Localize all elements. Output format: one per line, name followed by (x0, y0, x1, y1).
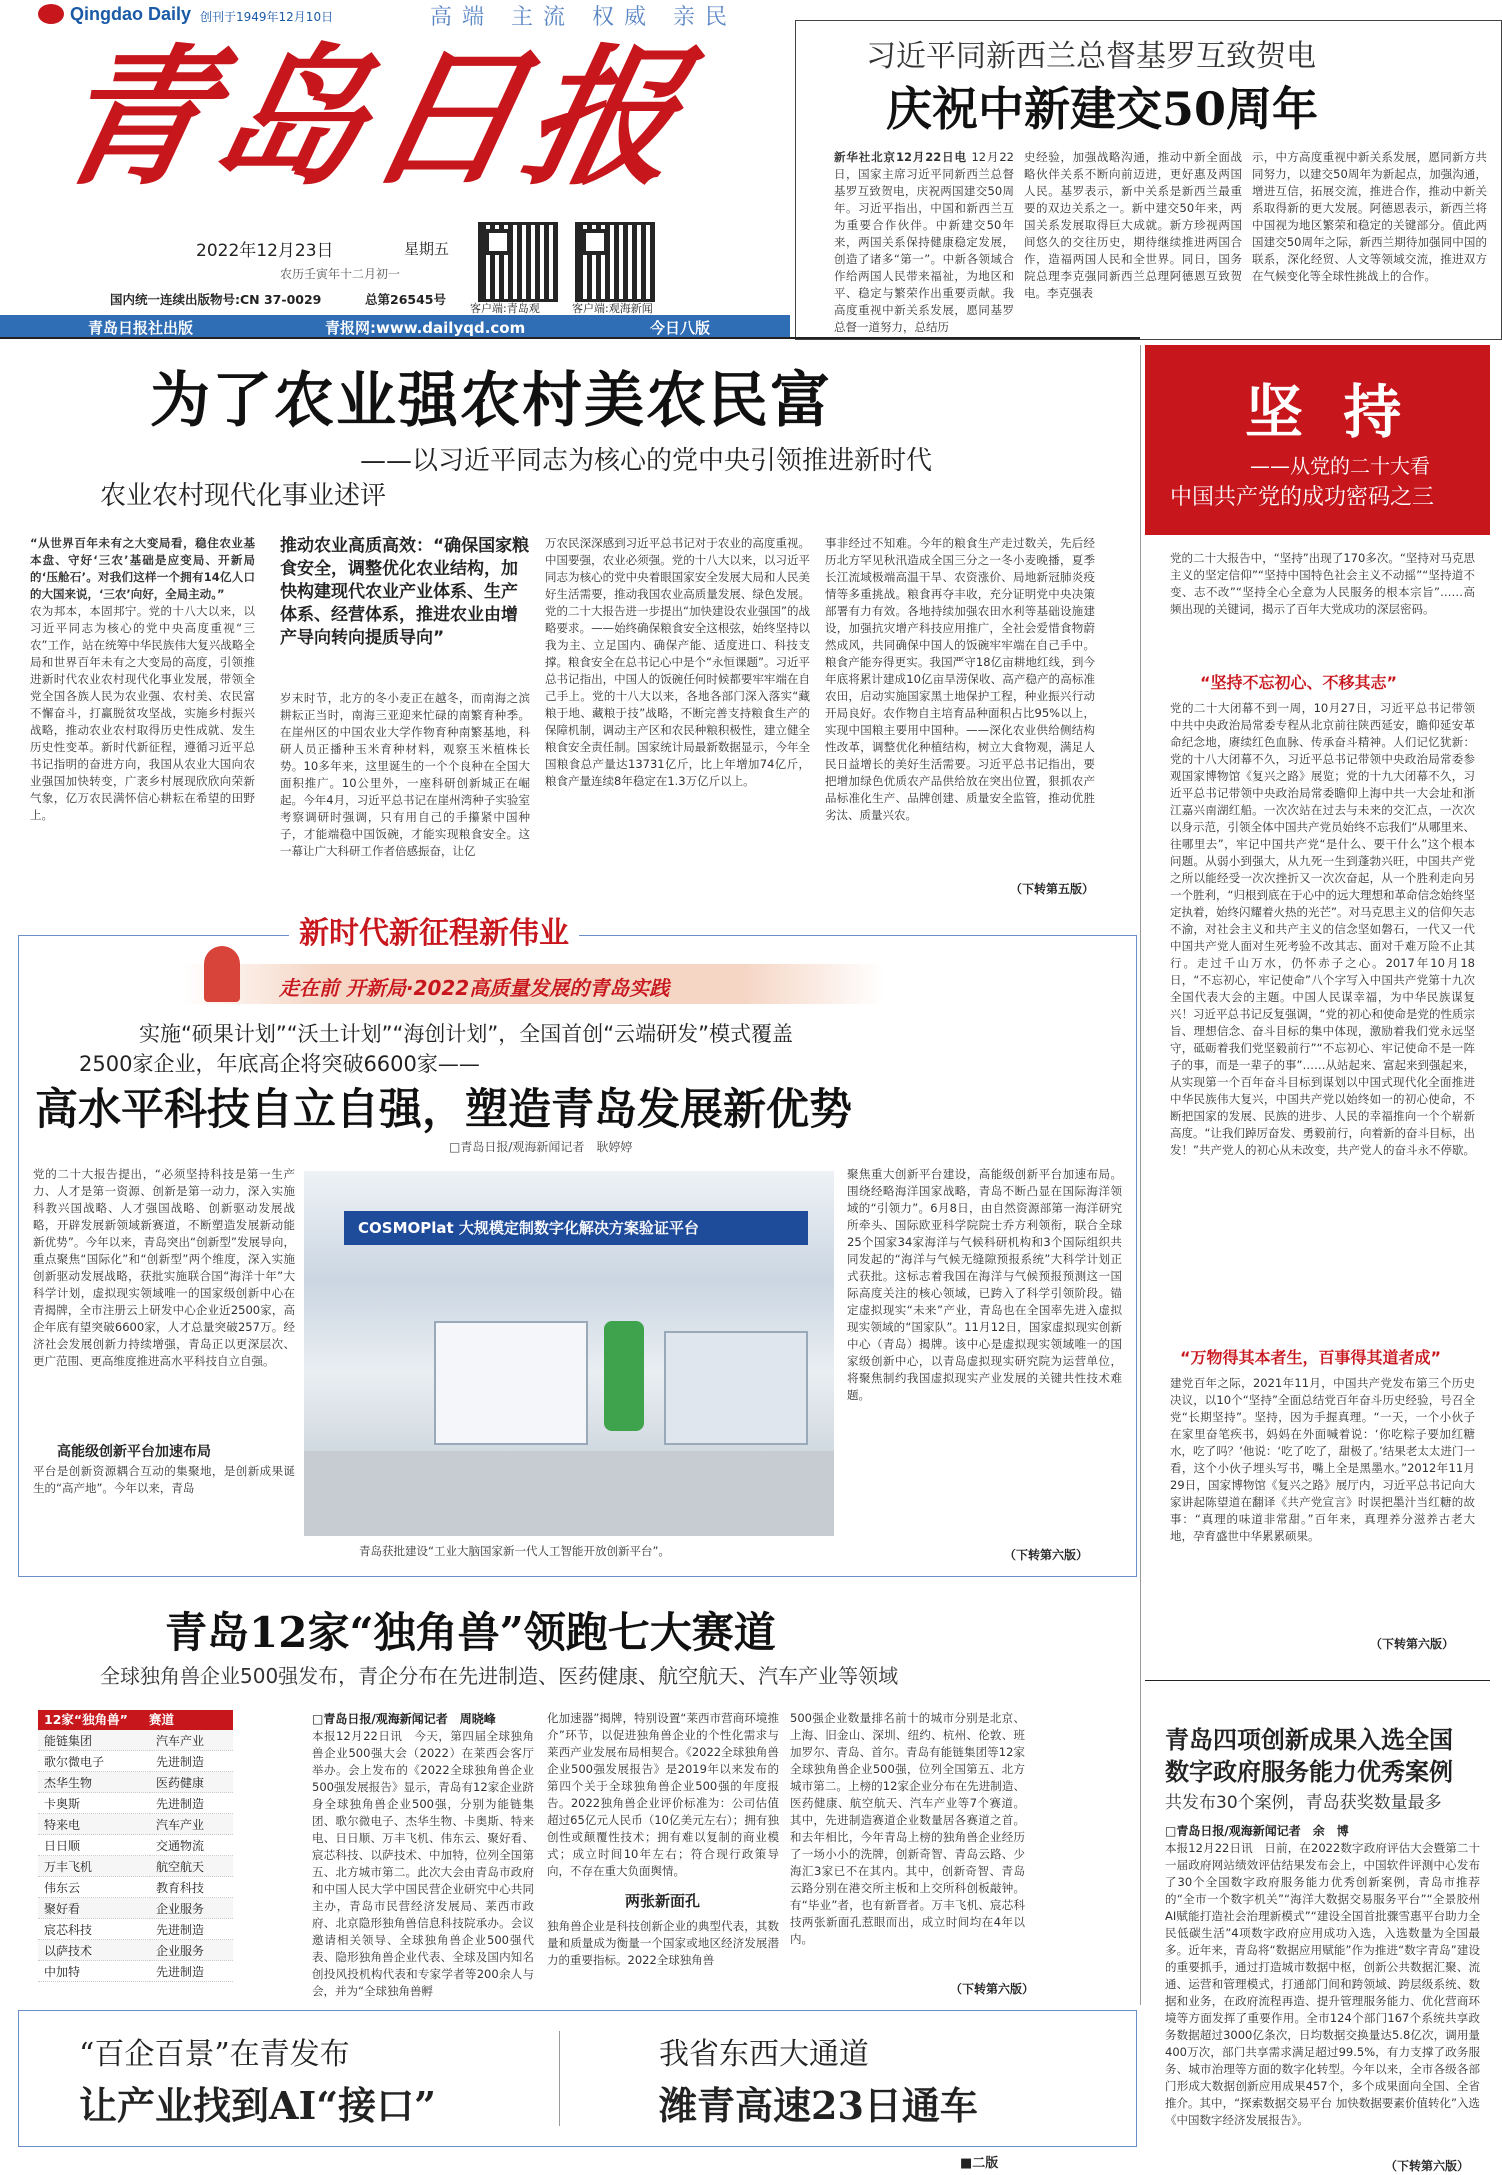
lead-col2: 岁末时节，北方的冬小麦正在越冬，而南海之滨耕耘正当时，南海三亚迎来忙碌的南繁育种季。在崖州区的中国农业大学作物育种南繁基地，科研人员正播种玉米育种材料，观察玉米植株长势。10多年来，这里诞生的一个个良种在全国大面积推广。10公里外，一座科研创新城正在崛起。今年4月，习近平总书记在崖州湾种子实验室考察调研时强调，只有用自己的手攥紧中国种子，才能端稳中国饭碗，才能实现粮食安全。这一幕让广大科研工作者倍感振奋，让亿 (280, 691, 530, 858)
company-name: 卡奥斯 (38, 1793, 150, 1814)
slogan-word: 权威 (592, 5, 657, 30)
lead-subhead: 推动农业高质高效：“确保国家粮食安全，调整优化农业结构，加快构建现代农业产业体系、生产体系、经营体系，推进农业由增产导向转向提质导向” (280, 536, 530, 648)
side-column (1145, 345, 1490, 1655)
founded-date: 创刊于1949年12月10日 (200, 10, 334, 24)
special-col2: 聚焦重大创新平台建设，高能级创新平台加速布局。围绕经略海洋国家战略，青岛不断凸显在国际海洋领域的“引领力”。6月8日，由自然资源部第一海洋研究所牵头、国际欧亚科学院院士乔方利领衔，联合全球25个国家34家海洋与气候科研机构和3个国际组织共同发起的“海洋与气候无缝隙预报系统”大科学计划正式获批。这标志着我国在海洋与气候预报预测这一国际高度关注的核心领域，已跨入了科学引领阶段。锚定虚拟现实“未来”产业，青岛也在全国率先进入虚拟现实领域的“国家队”。11月12日，国家虚拟现实创新中心（青岛）揭牌。该中心是虚拟现实领域唯一的国家级创新中心，以青岛虚拟现实研究院为运营单位，将聚焦制约我国虚拟现实产业发展的关键共性技术难题。 (847, 1167, 1122, 1402)
sector-name: 先进制造 (150, 1793, 233, 1814)
table-row (38, 1793, 233, 1814)
unicorn-jump[interactable]: （下转第六版） (950, 1982, 1035, 1996)
table-row (38, 1772, 233, 1793)
special-ribbon-text: 走在前 开新局·2022高质量发展的青岛实践 (279, 976, 670, 1000)
top-story (795, 20, 1502, 340)
top-story-col2: 史经验，加强战略沟通，推动中新全面战略伙伴关系不断向前迈进，更好惠及两国人民。基罗表示，新中关系是新西兰最重要的双边关系之一。新中建交50年来，两国关系发展取得巨大成就。新方珍视两国间悠久的交往历史，期待继续推进两国合作，造福两国人民和全世界。同日，国务院总理李克强同新西兰总理阿德恩互致贺电。李克强表 (1024, 150, 1242, 300)
special-banner: 新时代新征程新伟业 (289, 908, 579, 952)
qr-label: 客户端:观海新闻 (572, 302, 653, 315)
side-subheadline: ——从党的二十大看 (1250, 454, 1430, 478)
sector-name: 医药健康 (150, 1772, 233, 1793)
table-row (38, 1730, 233, 1751)
company-name: 伟东云 (38, 1877, 150, 1898)
side-para: 建党百年之际，2021年11月，中国共产党发布第三个历史决议，以10个“坚持”全面总结党百年奋斗历史经验，号召全党“长期坚持”。坚持，因为手握真理。“一天，一个小伙子在家里奋笔疾书，妈妈在外面喊着说：‘你吃粽子要加红糖水，吃了吗？’他说：‘吃了吃了，甜极了。’结果老太太进门一看，这个小伙子埋头写书，嘴上全是黑墨水。”2012年11月29日，国家博物馆《复兴之路》展厅内，习近平总书记向大家讲起陈望道在翻译《共产党宣言》时误把墨汁当红糖的故事：“真理的味道非常甜。”百年来，真理养分滋养古老大地，孕育盛世中华累累硕果。 (1170, 1376, 1475, 1543)
lead-subheadline: ——以习近平同志为核心的党中央引领推进新时代 (360, 446, 933, 476)
issn-number: 国内统一连续出版物号:CN 37-0029 (110, 292, 322, 307)
table-row (38, 1919, 233, 1940)
exhibit-booth (664, 1331, 808, 1445)
lighthouse-icon (204, 946, 240, 1002)
gov-body: 本报12月22日讯 日前，在2022数字政府评估大会暨第二十一届政府网站绩效评估结果发布会上，中国软件评测中心发布了30个全国数字政府服务能力优秀创新案例，青岛市推荐的“全市一个数字机关”“海洋大数据交易服务平台”“全景胶州AI赋能打造社会治理新模式”“建设全国首批骤雪惠平台助力全民低碳生活”4项数字政府应用成功入选，入选数量为全国最多。近年来，青岛将“数据应用赋能”作为推进“数字青岛”建设的重要抓手，通过打造城市数据中枢，创新公共数据汇聚、流通、运营和管理模式，打通部门间和跨领域、跨层级系统、数据和业务，在政府流程再造、提升管理服务能力、优化营商环境等方面发挥了重要作用。全市124个部门167个系统共享政务数据超过3000亿条次，日均数据交换量达5.8亿次，调用量400万次，部门共享需求满足超过99.5%，有力支撑了政务服务、城市治理等方面的数字化转型。今年以来，全市各级各部门形成大数据创新应用成果457个，多个成果面向全国、全省推介。其中，“探索数据交易平台 加快数据要素价值转化”入选《中国数字经济发展报告》。 (1165, 1841, 1480, 2127)
weekday: 星期五 (404, 240, 450, 258)
masthead (0, 0, 790, 335)
gov-byline: □青岛日报/观海新闻记者 余 博 (1165, 1824, 1349, 1838)
photo-floor (304, 1451, 834, 1536)
unicorn-col2: 化加速器”揭牌，特别设置“莱西市营商环境推介”环节，以促进独角兽企业的个性化需求与莱西产业发展布局相契合。《2022全球独角兽企业500强发展报告》是2019年以来发布的第四个关于全球独角兽企业500强的年度报告。2022独角兽企业评价标准为：公司估值超过65亿元人民币（10亿美元左右）；拥有独创性或颠覆性技术；拥有难以复制的商业模式；成立时间10年左右；符合现行政策导向，不存在重大负面舆情。 (547, 1711, 779, 1878)
gov-headline: 青岛四项创新成果入选全国 (1165, 1725, 1453, 1754)
company-name: 日日顺 (38, 1835, 150, 1856)
unicorn-story (0, 1590, 1140, 2005)
divider (1140, 345, 1141, 2005)
table-row (38, 1898, 233, 1919)
company-name: 能链集团 (38, 1730, 150, 1751)
divider (1145, 1680, 1490, 1681)
teaser-kicker[interactable]: 我省东西大通道 (659, 2037, 869, 2072)
sector-name: 先进制造 (150, 1751, 233, 1772)
teaser-divider (559, 2031, 560, 2126)
slogan (430, 0, 737, 31)
table-header-cell: 赛道 (149, 1712, 175, 1727)
slogan-word: 主流 (511, 5, 576, 30)
lead-col1 (30, 535, 255, 895)
lead-col4: 事非经过不知难。今年的粮食生产走过数关，先后经历北方罕见秋汛造成全国三分之一冬小麦晚播，夏季长江流域极端高温干旱、农资涨价、局地新冠肺炎疫情等多重挑战。粮食再夺丰收，充分证明党中央决策部署有力有效。各地持续加强农田水利等基础设施建设，加强抗灾增产科技应用推广，全社会爱惜食物蔚然成风，共同确保中国人的饭碗牢牢端在自己手中。粮食产能夯得更实。我国严守18亿亩耕地红线，到今年底将累计建成10亿亩旱涝保收、高产稳产的高标准农田，启动实施国家黑土地保护工程，种业振兴行动开局良好。农作物自主培育品种面积占比95%以上，实现中国粮主要用中国种。——深化农业供给侧结构性改革，调整优化种植结构，树立大食物观，满足人民日益增长的美好生活需要。习近平总书记指出，要把增加绿色优质农产品供给放在突出位置，狠抓农产品标准化生产、品牌创建、质量安全监管，推动优胜劣汰、质量兴农。 (825, 536, 1095, 822)
special-headline: 高水平科技自立自强，塑造青岛发展新优势 (35, 1085, 852, 1135)
special-report (18, 916, 1137, 1577)
teaser-headline[interactable]: 潍青高速23日通车 (659, 2083, 978, 2128)
issue-date: 2022年12月23日 (196, 241, 334, 261)
top-story-kicker: 习近平同新西兰总督基罗互致贺电 (866, 39, 1316, 74)
sector-name: 教育科技 (150, 1877, 233, 1898)
top-story-headline: 庆祝中新建交50周年 (886, 82, 1319, 136)
page-tag: ■二版 (960, 2156, 999, 2171)
lead-jump[interactable]: （下转第五版） (1010, 882, 1095, 896)
unicorn-headline: 青岛12家“独角兽”领跑七大赛道 (165, 1608, 776, 1657)
special-col1b: 平台是创新资源耦合互动的集聚地，是创新成果诞生的“高产地”。今年以来，青岛 (33, 1464, 295, 1495)
issue-number: 总第26545号 (365, 292, 446, 307)
company-name: 以萨技术 (38, 1940, 150, 1961)
unicorn-table (38, 1710, 233, 1982)
unicorn-table-header (38, 1710, 233, 1730)
special-photo (304, 1171, 834, 1536)
slogan-word: 亲民 (673, 5, 738, 30)
website[interactable]: 青报网:www.dailyqd.com (325, 319, 526, 337)
side-jump[interactable]: （下转第六版） (1370, 1637, 1455, 1651)
company-name: 万丰飞机 (38, 1856, 150, 1877)
side-subheadline: 中国共产党的成功密码之三 (1170, 485, 1435, 510)
top-story-col3: 示，中方高度重视中新关系发展，愿同新方共同努力，以建交50周年为新起点，加强沟通，增进互信，拓展交流，推进合作，推动中新关系取得新的更大发展。阿德恩表示，新西兰将中国视为地区繁荣和稳定的关键部分。值此两国建交50周年之际，新西兰期待加强同中国的联系，深化经贸、人文等领域交流，推进双方在气候变化等全球性挑战上的合作。 (1252, 150, 1487, 283)
lead-story (0, 345, 1140, 905)
qr-code-icon (478, 222, 558, 302)
slogan-word: 高端 (430, 5, 495, 30)
unicorn-subhead: 两张新面孔 (625, 1892, 701, 1910)
photo-caption: 青岛获批建设“工业大脑国家新一代人工智能开放创新平台”。 (359, 1544, 670, 1558)
gov-subheadline: 共发布30个案例，青岛获奖数量最多 (1165, 1793, 1442, 1813)
page-count: 今日八版 (650, 319, 711, 337)
qr-label: 客户端:青岛观 (470, 302, 540, 315)
company-name: 聚好看 (38, 1898, 150, 1919)
divider (0, 337, 1140, 339)
lunar-date: 农历壬寅年十二月初一 (280, 267, 401, 281)
top-story-text: 12月22日，国家主席习近平同新西兰总督基罗互致贺电，庆祝两国建交50周年。习近平指出，中国和新西兰互为重要合作伙伴。中新建交50年来，两国关系保持健康稳定发展，创造了诸多“第一”。中新各领域合作给两国人民带来福祉，为地区和平、稳定与繁荣作出重要贡献。我高度重视中新关系发展，愿同基罗总督一道努力，总结历 (834, 150, 1014, 334)
english-name: Qingdao Daily (70, 4, 192, 24)
side-para: 党的二十大闭幕不到一周，10月27日，习近平总书记带领中共中央政治局常委专程从北京前往陕西延安，瞻仰延安革命纪念地，赓续红色血脉、传承奋斗精神。人们记忆犹新：党的十八大闭幕不久，习近平总书记带领中央政治局常委参观国家博物馆《复兴之路》展览；党的十九大闭幕不久，习近平总书记带领中央政治局常委瞻仰上海中共一大会址和浙江嘉兴南湖红船。一次次站在过去与未来的交汇点，一次次以身示范，引领全体中国共产党员始终不忘我们“从哪里来、往哪里去”，牢记中国共产党“是什么、要干什么”这个根本问题。从弱小到强大，从九死一生到蓬勃兴旺，中国共产党之所以能经受一次次挫折又一次次奋起，从一个胜利走向另一个胜利，“归根到底在于心中的远大理想和革命信念始终坚定执着，始终闪耀着火热的光芒”。对马克思主义的信仰矢志不渝，对社会主义和共产主义的信念坚如磐石，一代又一代中国共产党人面对生死考验不改其志、面对千难万险不止其行。走过千山万水，仍怀赤子之心。2017年10月18日，“不忘初心，牢记使命”八个字写入中国共产党第十九次全国代表大会的主题。中国人民谋幸福，为中华民族谋复兴！习近平总书记反复强调，“党的初心和使命是党的性质宗旨、理想信念、奋斗目标的集中体现，激励着我们党永远坚守，砥砺着我们党坚毅前行”“不忘初心、牢记使命不是一阵子的事，而是一辈子的事”……从站起来、富起来到强起来，从实现第一个百年奋斗目标到谋划以中国式现代化全面推进中华民族伟大复兴，中国共产党以始终如一的初心使命，不断把国家的发展、民族的进步、人民的幸福推向一个个崭新高度。“让我们踔厉奋发、勇毅前行，向着新的奋斗目标，出发！”共产党人的初心从未改变，共产党人的奋斗永不停歇。 (1170, 701, 1475, 1157)
company-name: 杰华生物 (38, 1772, 150, 1793)
sector-name: 汽车产业 (150, 1814, 233, 1835)
teaser-kicker[interactable]: “百企百景”在青发布 (79, 2037, 350, 2072)
table-row (38, 1877, 233, 1898)
top-story-col1 (834, 149, 1014, 334)
side-para: 党的二十大报告中，“坚持”出现了170多次。“坚持对马克思主义的坚定信仰”“坚持中国特色社会主义不动摇”“坚持道不变、志不改”“坚持全心全意为人民服务的根本宗旨”……高频出现的关键词，揭示了百年大党成功的深层密码。 (1170, 551, 1475, 616)
gov-story (1145, 1690, 1490, 2175)
special-subhead: 高能级创新平台加速布局 (57, 1444, 211, 1460)
sector-name: 汽车产业 (150, 1730, 233, 1751)
robot-arm (604, 1321, 644, 1431)
lead-intro: “从世界百年未有之大变局看，稳住农业基本盘、守好‘三农’基础是应变局、开新局的‘压舱石’。对我们这样一个拥有14亿人口的大国来说，‘三农’向好，全局主动。” (30, 536, 255, 601)
side-subhead: “万物得其本者生，百事得其道者成” (1180, 1348, 1442, 1367)
lead-col3: 万农民深深感到习近平总书记对于农业的高度重视。中国要强，农业必须强。党的十八大以来，以习近平同志为核心的党中央着眼国家安全发展大局和人民美好生活需要，推动我国农业高质量发展、绿色发展。党的二十大报告进一步提出“加快建设农业强国”的战略要求。——始终确保粮食安全这根弦，始终坚持以我为主、立足国内、确保产能、适度进口、科技支撑。粮食安全在总书记心中是个“永恒课题”。习近平总书记指出，中国人的饭碗任何时候都要牢牢端在自己手上。党的十八大以来，各地各部门深入落实“藏粮于地、藏粮于技”战略，不断完善支持粮食生产的保障机制，调动主产区和农民种粮积极性，建立健全粮食安全责任制。国家统计局最新数据显示，今年全国粮食总产量达13731亿斤，比上年增加74亿斤，粮食产量连续8年稳定在1.3万亿斤以上。 (545, 536, 810, 788)
publisher-bar (0, 315, 790, 337)
logo-badge-icon (38, 4, 64, 24)
sector-name: 企业服务 (150, 1940, 233, 1961)
unicorn-table-body (38, 1730, 233, 1982)
special-jump[interactable]: （下转第六版） (1004, 1548, 1089, 1562)
sector-name: 先进制造 (150, 1961, 233, 1982)
sector-name: 航空航天 (150, 1856, 233, 1877)
lead-headline: 为了农业强农村美农民富 (150, 366, 832, 436)
table-row (38, 1814, 233, 1835)
side-subhead: “坚持不忘初心、不移其志” (1200, 673, 1398, 692)
side-headline: 坚 持 (1245, 378, 1402, 446)
table-header-cell: 12家“独角兽” (44, 1712, 128, 1727)
unicorn-col3: 500强企业数量排名前十的城市分别是北京、上海、旧金山、深圳、纽约、杭州、伦敦、班加罗尔、青岛、首尔。青岛有能链集团等12家全球独角兽企业500强，位列全国第五、北方城市第二。上榜的12家企业分布在先进制造、医药健康、航空航天、汽车产业等7个赛道。其中，先进制造赛道企业数量居各赛道之首。和去年相比，今年青岛上榜的独角兽企业经历了一场小小的洗牌，创新奇智、青岛云路、少海汇3家已不在其内。其中，创新奇智、青岛云路分别在港交所主板和上交所科创板敲钟。有“毕业”者，也有新晋者。万丰飞机、宸芯科技两张新面孔惹眼而出，成立时间均在4年以内。 (790, 1711, 1025, 1946)
side-header (1145, 345, 1490, 535)
company-name: 特来电 (38, 1814, 150, 1835)
unicorn-col1: 本报12月22日讯 今天，第四届全球独角兽企业500强大会（2022）在莱西会客厅举办。会上发布的《2022全球独角兽企业500强发展报告》显示，青岛有12家企业跻身全球独角兽企业500强，分别为能链集团、歌尔微电子、杰华生物、卡奥斯、特来电、日日顺、万丰飞机、伟东云、聚好看、宸芯科技、以萨技术、中加特，位列全国第五、北方城市第二。此次大会由青岛市政府和中国人民大学中国民营企业研究中心共同主办，青岛市民营经济发展局、莱西市政府、北京隐形独角兽信息科技院承办。会议邀请相关领导、全球独角兽企业500强代表、隐形独角兽企业代表、全球及国内知名创投风投机构代表和专家学者等200余人与会，并为“全球独角兽孵 (312, 1729, 534, 1998)
gov-jump[interactable]: （下转第六版） (1385, 2159, 1470, 2173)
table-row (38, 1856, 233, 1877)
table-row (38, 1940, 233, 1961)
unicorn-byline: □青岛日报/观海新闻记者 周晓峰 (312, 1712, 496, 1726)
company-name: 宸芯科技 (38, 1919, 150, 1940)
table-row (38, 1751, 233, 1772)
qr-code-icon (575, 222, 655, 302)
special-kicker: 2500家企业，年底高企将突破6600家—— (79, 1052, 480, 1076)
publisher-name: 青岛日报社出版 (88, 319, 194, 337)
newspaper-logo: 青岛日报 (41, 30, 703, 206)
sector-name: 企业服务 (150, 1898, 233, 1919)
sector-name: 交通物流 (150, 1835, 233, 1856)
gov-headline: 数字政府服务能力优秀案例 (1165, 1757, 1453, 1786)
special-ribbon (184, 964, 884, 1004)
table-row (38, 1961, 233, 1982)
special-col1: 党的二十大报告提出，“必须坚持科技是第一生产力、人才是第一资源、创新是第一动力，深入实施科教兴国战略、人才强国战略、创新驱动发展战略，开辟发展新领域新赛道，不断塑造发展新动能新优势”。今年以来，青岛突出“创新型”发展导向，重点聚焦“国际化”和“创新型”两个维度，深入实施创新驱动发展战略，获批实施联合国“海洋十年”大科学计划，虚拟现实领域唯一的国家级创新中心在青揭牌，全市注册云上研发中心企业近2500家，高企年底有望突破6600家，人才总量突破257万。经济社会发展创新力持续增强，青岛正以更深层次、更广范围、更高维度推进高水平科技自立自强。 (33, 1167, 295, 1368)
teaser-headline[interactable]: 让产业找到AI“接口” (79, 2083, 436, 2128)
unicorn-subheadline: 全球独角兽企业500强发布，青企分布在先进制造、医药健康、航空航天、汽车产业等领域 (100, 1664, 899, 1688)
table-row (38, 1835, 233, 1856)
unicorn-col2b: 独角兽企业是科技创新企业的典型代表，其数量和质量成为衡量一个国家或地区经济发展潜力的重要指标。2022全球独角兽 (547, 1919, 779, 1967)
bottom-teasers (18, 2010, 1137, 2147)
exhibit-booth (434, 1321, 588, 1445)
special-byline: □青岛日报/观海新闻记者 耿婷婷 (449, 1140, 633, 1154)
photo-sign: COSMOPlat 大规模定制数字化解决方案验证平台 (344, 1211, 808, 1245)
sector-name: 先进制造 (150, 1919, 233, 1940)
top-story-dateline: 新华社北京12月22日电 (834, 150, 967, 164)
lead-text: 农为邦本，本固邦宁。党的十八大以来，以习近平同志为核心的党中央高度重视“三农”工作，站在统筹中华民族伟大复兴战略全局和世界百年未有之大变局的高度，引领推进新时代农业农村现代化事业发展，带领全党全国各族人民为农业强、农村美、农民富不懈奋斗，打赢脱贫攻坚战，实施乡村振兴战略，推动农业农村取得历史性成就、发生历史性变革。新时代新征程，遵循习近平总书记指明的奋进方向，我国从农业大国向农业强国加快转变，广袤乡村展现欣欣向荣新气象，亿万农民满怀信心耕耘在希望的田野上。 (30, 604, 255, 822)
lead-subheadline: 农业农村现代化事业述评 (100, 481, 387, 511)
special-kicker: 实施“硕果计划”“沃土计划”“海创计划”，全国首创“云端研发”模式覆盖 (139, 1022, 794, 1046)
company-name: 中加特 (38, 1961, 150, 1982)
company-name: 歌尔微电子 (38, 1751, 150, 1772)
